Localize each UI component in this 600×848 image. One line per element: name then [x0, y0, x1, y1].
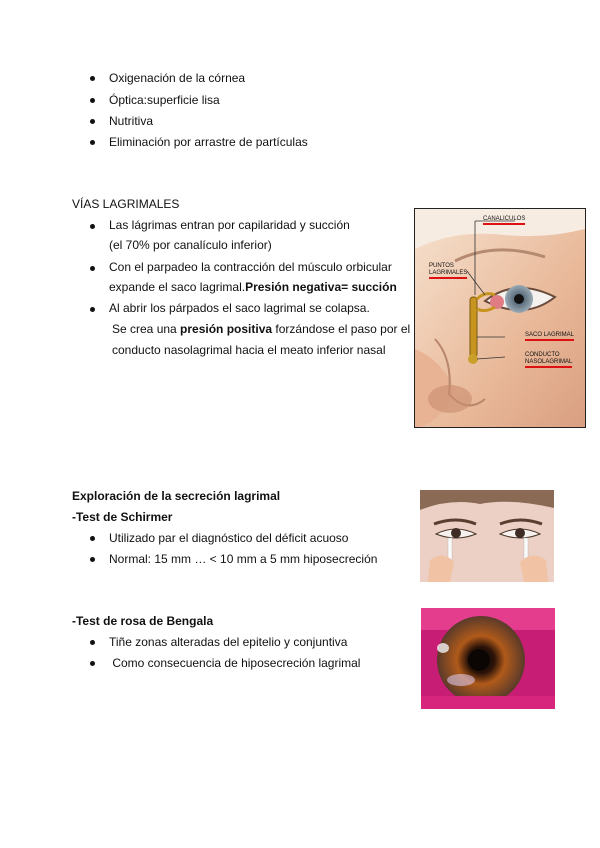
paragraph-line	[112, 322, 410, 337]
text-run: expande el saco lagrimal.	[109, 280, 246, 294]
bullet	[90, 661, 95, 666]
label-saco	[525, 332, 574, 341]
face-illustration	[415, 209, 585, 427]
paragraph-line: Con el parpadeo la contracción del músculo orbicular	[109, 260, 392, 274]
paragraph-line	[109, 280, 397, 295]
bullet	[90, 557, 95, 562]
bullet	[90, 266, 95, 271]
bold-text: Presión negativa= succión	[245, 280, 397, 294]
bullet	[90, 76, 95, 81]
text-run: forzándose el paso por el	[272, 322, 411, 336]
rose-bengal-photo	[421, 608, 555, 709]
bullet	[90, 307, 95, 312]
schirmer-test-image	[420, 490, 554, 582]
subsection-title: -Test de rosa de Bengala	[72, 614, 214, 628]
label-text: NASOLAGRIMAL	[525, 359, 573, 365]
label-text: CONDUCTO	[525, 352, 560, 358]
label-text: CANALICULOS	[483, 216, 526, 222]
list-item: Oxigenación de la córnea	[109, 71, 246, 85]
paragraph-line: Las lágrimas entran por capilaridad y succión	[109, 218, 350, 232]
bullet	[90, 224, 95, 229]
paragraph-line: Al abrir los párpados el saco lagrimal se colapsa.	[109, 301, 370, 315]
bullet	[90, 640, 95, 645]
lacrimal-anatomy-image	[414, 208, 586, 428]
section-title: Exploración de la secreción lagrimal	[72, 489, 281, 503]
label-conducto	[525, 352, 572, 368]
list-item: Eliminación por arrastre de partículas	[109, 135, 308, 149]
section-title: VÍAS LAGRIMALES	[72, 197, 180, 211]
bold-text: presión positiva	[180, 322, 273, 336]
list-item: Nutritiva	[109, 114, 154, 128]
label-puntos	[429, 263, 467, 279]
label-text: SACO LAGRIMAL	[525, 332, 575, 338]
label-text: PUNTOS	[429, 263, 454, 269]
list-item: Utilizado par el diagnóstico del déficit acuoso	[109, 531, 349, 545]
paragraph-line: conducto nasolagrimal hacia el meato inferior nasal	[112, 343, 386, 357]
bullet	[90, 536, 95, 541]
bullet	[90, 119, 95, 124]
rose-bengal-eye-image	[421, 608, 555, 709]
list-item: Óptica:superficie lisa	[109, 93, 220, 107]
schirmer-photo	[420, 490, 554, 582]
bullet	[90, 98, 95, 103]
label-canaliculos	[483, 216, 525, 225]
paragraph-line: (el 70% por canalículo inferior)	[109, 238, 272, 252]
list-item: Normal: 15 mm … < 10 mm a 5 mm hiposecreción	[109, 552, 378, 566]
list-item: Como consecuencia de hiposecreción lagrimal	[109, 656, 361, 670]
text-run: Se crea una	[112, 322, 181, 336]
bullet	[90, 140, 95, 145]
subsection-title: -Test de Schirmer	[72, 510, 173, 524]
list-item: Tiñe zonas alteradas del epitelio y conjuntiva	[109, 635, 348, 649]
label-text: LAGRIMALES	[429, 270, 468, 276]
